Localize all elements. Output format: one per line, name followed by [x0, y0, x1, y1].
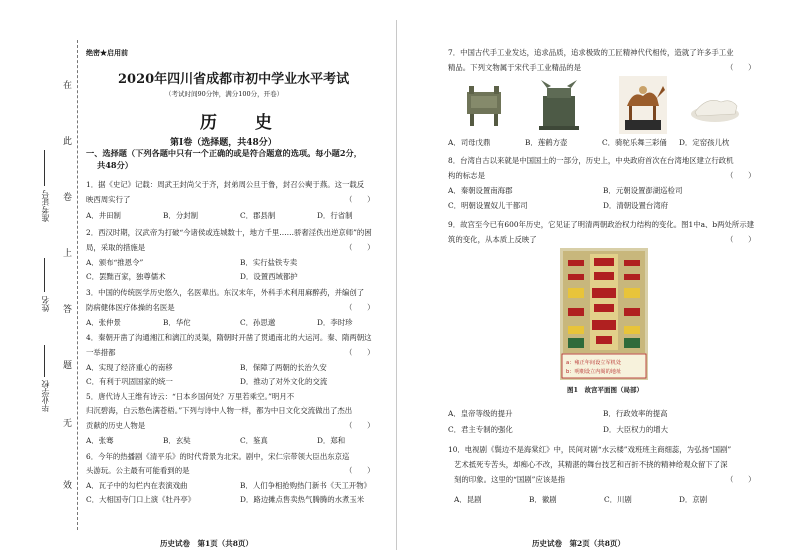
part-title: 第Ⅰ卷（选择题，共48分）	[170, 138, 277, 148]
question-8-line: 8．台湾自古以来就是中国国土的一部分，历史上，中央政府首次在台湾地区建立行政机	[448, 156, 734, 165]
question-9-line: 筑的变化，从本质上反映了	[448, 235, 537, 244]
forbidden-city-map	[560, 248, 648, 380]
school-field-line	[44, 345, 45, 377]
binding-char: 无	[63, 419, 73, 429]
option: A．张骞	[86, 436, 114, 445]
answer-bracket: （ ）	[345, 421, 375, 430]
question-4-line: 4．秦朝开凿了沟通湘江和漓江的灵渠，隋朝时开凿了贯通南北的大运河。秦、隋两朝这	[86, 333, 372, 342]
question-3-line: 防病健体医疗体操的名医是	[86, 303, 175, 312]
answer-bracket: （ ）	[726, 63, 756, 72]
answer-bracket: （ ）	[345, 303, 375, 312]
page-footer: 历史试卷 第1页（共8页）	[160, 539, 253, 548]
option: D．京剧	[679, 495, 708, 504]
question-2-line: 局，采取的措施是	[86, 243, 146, 252]
question-10-line: 艺术抵死专苦头，却痴心不改，其精湛的舞台技艺和百折不挠的精神给观众留下了深	[454, 460, 728, 469]
question-10-line: 刻的印象。这里的“国剧”应该是指	[454, 475, 566, 484]
option: D．清朝设置台湾府	[603, 201, 669, 210]
figure-caption: 图1 故宫平面图（局部）	[567, 386, 644, 394]
name-field-label: 姓名	[41, 296, 50, 312]
option: B．华佗	[163, 318, 191, 327]
option: D．设置西域都护	[240, 272, 298, 281]
option: B．分封制	[163, 211, 198, 220]
question-5-line: 5．唐代诗人王维有诗云：“日本乡国何处？万里若乘空。”明月不	[86, 392, 295, 401]
option: C．川剧	[604, 495, 632, 504]
option: A．昆剧	[454, 495, 482, 504]
subject-title: 历 史	[200, 113, 288, 133]
question-7-line: 精品。下列文物属于宋代手工业精品的是	[448, 63, 582, 72]
answer-bracket: （ ）	[726, 475, 756, 484]
question-1-line: 1．据《史记》记载：周武王封尚父于齐，封弟周公旦于鲁，封召公奭于燕。这一载反	[86, 180, 365, 189]
option: C．罢黜百家，独尊儒术	[86, 272, 166, 281]
answer-bracket: （ ）	[345, 195, 375, 204]
question-8-line: 构的标志是	[448, 171, 485, 180]
option: C．骑驼乐舞三彩俑	[602, 138, 667, 147]
page-footer: 历史试卷 第2页（共8页）	[532, 539, 625, 548]
option: C．郡县制	[240, 211, 276, 220]
option: C．大相国寺门口上演《牡丹亭》	[86, 495, 196, 504]
option: C．明朝设置奴儿干都司	[448, 201, 528, 210]
name-field-line	[44, 258, 45, 292]
exam-id-field-line	[44, 150, 45, 186]
question-5-line: 贡献的历史人物是	[86, 421, 146, 430]
binding-char: 上	[63, 249, 73, 259]
option: C．孙思邈	[240, 318, 276, 327]
question-5-line: 归沉碧海，白云愁色满苍梧。”下列与诗中人物一样，都为中日文化交流做出了杰出	[86, 406, 353, 415]
map-note-b: b：明朝设立内阁的地址	[566, 369, 622, 375]
option: A．秦朝设置南海郡	[448, 186, 513, 195]
option: A．颁布“推恩令”	[86, 258, 144, 267]
option: B．徽剧	[529, 495, 557, 504]
option: B．元朝设置澎湖巡检司	[603, 186, 683, 195]
option: A．实现了经济重心的南移	[86, 363, 173, 372]
question-6-line: 头游玩。公主最有可能看到的是	[86, 466, 190, 475]
option: B．实行盐铁专卖	[240, 258, 298, 267]
page-2	[397, 0, 794, 560]
option: C．君主专制的强化	[448, 425, 513, 434]
question-6-line: 6．今年的热播剧《清平乐》的时代背景为北宋。剧中，宋仁宗带领大臣出东京巡	[86, 452, 350, 461]
exam-id-field-label: 准考证号	[41, 190, 50, 222]
option: A．瓦子中的勾栏内在表演戏曲	[86, 481, 188, 490]
answer-bracket: （ ）	[726, 235, 756, 244]
secret-label: 绝密★启用前	[86, 48, 128, 57]
option: D．郑和	[317, 436, 346, 445]
option: B．行政效率的提高	[603, 409, 668, 418]
exam-title: 2020年四川省成都市初中学业水平考试	[118, 72, 350, 87]
question-9-line: 9．故宫至今已有600年历史，它见证了明清两朝政治权力结构的变化。图1中a、b两处所示建	[448, 220, 755, 229]
option: D．行省制	[317, 211, 353, 220]
answer-bracket: （ ）	[345, 348, 375, 357]
option: A．张仲景	[86, 318, 121, 327]
question-1-line: 映西周实行了	[86, 195, 131, 204]
question-4-line: 一举措都	[86, 348, 116, 357]
binding-char: 题	[63, 361, 73, 371]
question-10-line: 10．电视剧《鬓边不是海棠红》中，民间对剧“水云楼”戏班班主商细蕊，为弘扬“国剧”	[448, 445, 732, 454]
binding-char: 此	[63, 137, 73, 147]
tang-camel-figurine-image	[619, 76, 667, 134]
option: A．井田制	[86, 211, 121, 220]
exam-meta: （考试时间90分钟，满分100分，开卷）	[165, 90, 284, 98]
answer-bracket: （ ）	[345, 466, 375, 475]
option: C．鉴真	[240, 436, 268, 445]
option: B．人们争相抢购热门新书《天工开物》	[240, 481, 372, 490]
binding-line	[77, 40, 78, 530]
binding-char: 卷	[63, 193, 73, 203]
option: D．定窑孩儿枕	[679, 138, 730, 147]
option: C．有利于巩固国家的统一	[86, 377, 173, 386]
question-2-line: 2．西汉时期，汉武帝为打破“今诸侯或连城数十，地方千里……骄奢淫佚出逆京师”的困	[86, 228, 372, 237]
binding-char: 效	[63, 481, 73, 491]
option: B．保障了两朝的长治久安	[240, 363, 327, 372]
option: D．推动了对外文化的交流	[240, 377, 328, 386]
question-7-line: 7．中国古代手工业发达，追求品质，追求极致的工匠精神代代相传，造就了许多手工业	[448, 48, 734, 57]
school-field-label: 毕业学校	[41, 380, 50, 412]
binding-char: 答	[63, 305, 73, 315]
option: D．路边摊点售卖热气腾腾的水煮玉米	[240, 495, 365, 504]
answer-bracket: （ ）	[345, 243, 375, 252]
option: B．莲鹤方壶	[525, 138, 568, 147]
option: A．皇帝等级的提升	[448, 409, 513, 418]
bronze-hu-image	[533, 78, 585, 132]
section-heading-cont: 共48分）	[97, 160, 133, 170]
option: A．司母戊鼎	[448, 138, 491, 147]
option: D．李时珍	[317, 318, 353, 327]
option: B．玄奘	[163, 436, 191, 445]
answer-bracket: （ ）	[726, 171, 756, 180]
binding-char: 在	[63, 81, 73, 91]
child-pillow-image	[687, 86, 743, 126]
question-3-line: 3．中国的传统医学历史悠久，名医辈出。东汉末年，外科手术利用麻醉药，并编创了	[86, 288, 365, 297]
ding-vessel-image	[459, 80, 509, 130]
section-heading: 一、选择题（下列各题中只有一个正确的或是符合题意的选项。每小题2分，	[86, 148, 362, 158]
map-note-a: a：雍正年间设立军机处	[566, 360, 622, 366]
option: D．大臣权力的增大	[603, 425, 669, 434]
